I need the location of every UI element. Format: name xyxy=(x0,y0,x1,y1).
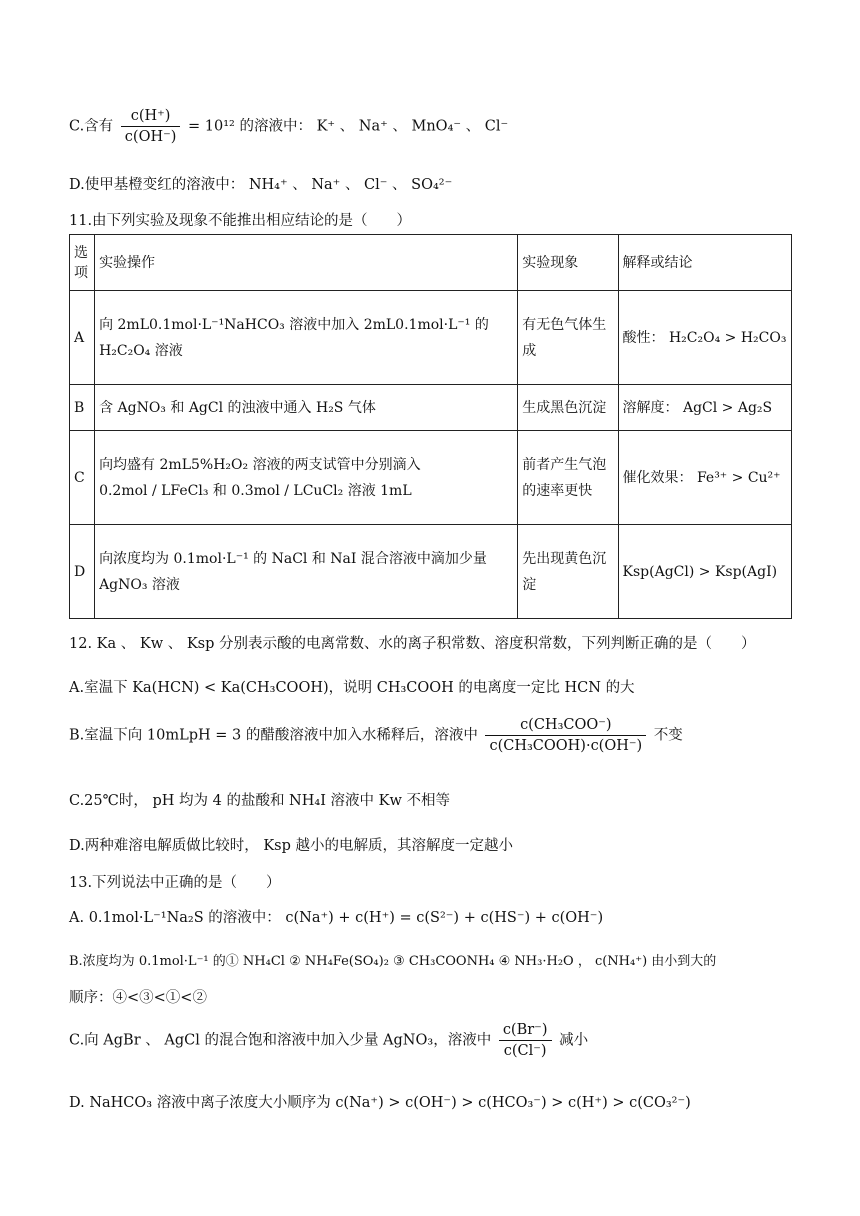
operation-line-1: 向 2mL0.1mol·L⁻¹NaHCO₃ 溶液中加入 2mL0.1mol·L⁻¹ 的 xyxy=(99,316,489,333)
row-conclusion: 催化效果： Fe³⁺ > Cu²⁺ xyxy=(618,431,791,525)
operation-line-1: 含 AgNO₃ 和 AgCl 的浊液中通入 H₂S 气体 xyxy=(99,399,376,416)
table-row xyxy=(70,385,792,431)
row-key: A xyxy=(70,291,95,385)
q12-option-c: C.25℃时， pH 均为 4 的盐酸和 NH₄I 溶液中 Kw 不相等 xyxy=(69,793,450,809)
q13-option-c-suffix: 减小 xyxy=(559,1032,589,1049)
q12-option-b-fraction xyxy=(485,715,646,756)
header-conclusion: 解释或结论 xyxy=(618,235,791,291)
q13-option-c-prefix: C.向 AgBr 、 AgCl 的混合饱和溶液中加入少量 AgNO₃，溶液中 xyxy=(69,1032,492,1049)
fraction-numerator: c(H⁺) xyxy=(121,106,181,127)
row-conclusion: 溶解度： AgCl > Ag₂S xyxy=(618,385,791,431)
q11-stem: 11.由下列实验及现象不能推出相应结论的是（ ） xyxy=(69,213,412,229)
q13-option-c xyxy=(69,1020,588,1061)
q12-option-d: D.两种难溶电解质做比较时， Ksp 越小的电解质，其溶解度一定越小 xyxy=(69,838,513,854)
q13-option-b-line-2: 顺序：④<③<①<② xyxy=(69,990,207,1006)
q13-option-d: D. NaHCO₃ 溶液中离子浓度大小顺序为 c(Na⁺) > c(OH⁻) > c(HCO₃⁻) > c(H⁺) > c(CO₃²⁻) xyxy=(69,1095,691,1111)
row-operation xyxy=(95,385,518,431)
row-phenomenon: 生成黑色沉淀 xyxy=(518,385,618,431)
q10-option-c xyxy=(69,106,508,147)
table-header-row xyxy=(70,235,792,291)
operation-line-1: 向均盛有 2mL5%H₂O₂ 溶液的两支试管中分别滴入 xyxy=(99,456,421,473)
operation-line-2: AgNO₃ 溶液 xyxy=(99,576,180,593)
q13-stem: 13.下列说法中正确的是（ ） xyxy=(69,875,281,891)
fraction-numerator: c(Br⁻) xyxy=(499,1020,552,1041)
row-operation xyxy=(95,431,518,525)
q10-option-c-prefix: C.含有 xyxy=(69,118,114,135)
row-conclusion: Ksp(AgCl) > Ksp(AgI) xyxy=(618,525,791,619)
operation-line-2: H₂C₂O₄ 溶液 xyxy=(99,342,183,359)
q10-option-d: D.使甲基橙变红的溶液中： NH₄⁺ 、 Na⁺ 、 Cl⁻ 、 SO₄²⁻ xyxy=(69,177,453,193)
operation-line-2: 0.2mol / LFeCl₃ 和 0.3mol / LCuCl₂ 溶液 1mL xyxy=(99,482,412,499)
table-row xyxy=(70,525,792,619)
table-row xyxy=(70,291,792,385)
header-phenomenon: 实验现象 xyxy=(518,235,618,291)
row-key: C xyxy=(70,431,95,525)
row-conclusion: 酸性： H₂C₂O₄ > H₂CO₃ xyxy=(618,291,791,385)
q13-option-b-line-1: B.浓度均为 0.1mol·L⁻¹ 的① NH₄Cl ② NH₄Fe(SO₄)₂ ③ CH₃COONH₄ ④ NH₃·H₂O ， c(NH₄⁺) 由小到大的 xyxy=(69,954,717,969)
q12-option-a: A.室温下 Ka(HCN) < Ka(CH₃COOH)，说明 CH₃COOH 的电离度一定比 HCN 的大 xyxy=(69,680,635,696)
fraction-denominator: c(Cl⁻) xyxy=(503,1043,547,1059)
row-key: D xyxy=(70,525,95,619)
q11-experiment-table xyxy=(69,234,792,619)
q12-option-b xyxy=(69,715,683,756)
q13-option-a: A. 0.1mol·L⁻¹Na₂S 的溶液中： c(Na⁺) + c(H⁺) = c(S²⁻) + c(HS⁻) + c(OH⁻) xyxy=(69,910,604,926)
row-key: B xyxy=(70,385,95,431)
q12-option-b-prefix: B.室温下向 10mLpH = 3 的醋酸溶液中加入水稀释后，溶液中 xyxy=(69,727,478,744)
q12-stem: 12. Ka 、 Kw 、 Ksp 分别表示酸的电离常数、水的离子积常数、溶度积常数，下列判断正确的是（ ） xyxy=(69,636,756,652)
q13-option-c-fraction xyxy=(499,1020,552,1061)
q10-option-c-suffix: = 10¹² 的溶液中： K⁺ 、 Na⁺ 、 MnO₄⁻ 、 Cl⁻ xyxy=(188,118,509,135)
header-option: 选项 xyxy=(70,235,95,291)
table-row xyxy=(70,431,792,525)
q12-option-b-suffix: 不变 xyxy=(653,727,683,744)
row-phenomenon: 有无色气体生成 xyxy=(518,291,618,385)
row-operation xyxy=(95,291,518,385)
row-operation xyxy=(95,525,518,619)
header-operation: 实验操作 xyxy=(95,235,518,291)
row-phenomenon: 先出现黄色沉淀 xyxy=(518,525,618,619)
row-phenomenon: 前者产生气泡的速率更快 xyxy=(518,431,618,525)
fraction-denominator: c(OH⁻) xyxy=(124,129,177,145)
operation-line-1: 向浓度均为 0.1mol·L⁻¹ 的 NaCl 和 NaI 混合溶液中滴加少量 xyxy=(99,550,487,567)
fraction-numerator: c(CH₃COO⁻) xyxy=(485,715,646,736)
q10-option-c-fraction xyxy=(121,106,181,147)
fraction-denominator: c(CH₃COOH)·c(OH⁻) xyxy=(489,738,643,754)
